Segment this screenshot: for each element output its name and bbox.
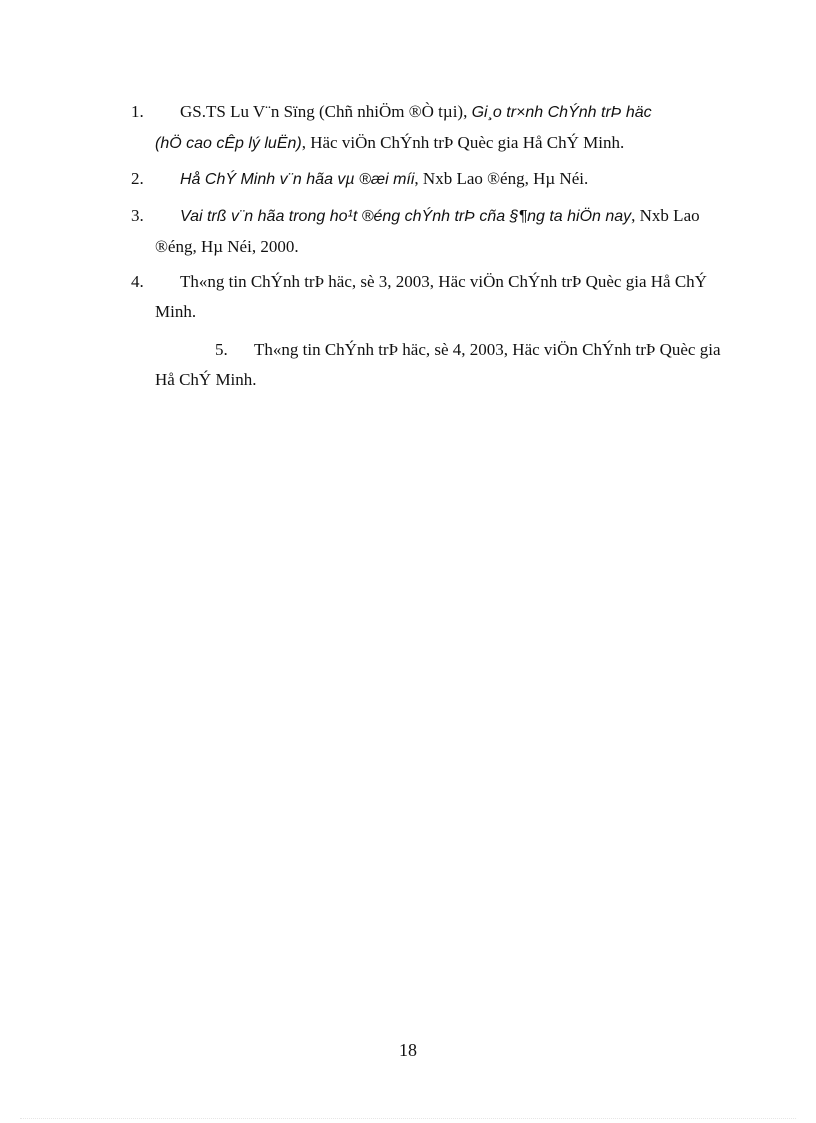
reference-number: 4.	[131, 272, 144, 291]
reference-title: Vai trß v¨n hãa trong ho¹t ®éng chÝnh trÞ cña §¶ng ta hiÖn nay	[180, 208, 632, 225]
reference-number: 3.	[131, 206, 144, 225]
reference-text: Th«ng tin ChÝnh trÞ häc, sè 4, 2003, Häc viÖn ChÝnh trÞ Quèc gia	[254, 340, 721, 359]
reference-text-continued: Hå ChÝ Minh.	[155, 370, 257, 389]
page-number: 18	[399, 1040, 417, 1060]
reference-item-3	[131, 201, 739, 262]
reference-item-4	[131, 267, 739, 327]
reference-title-continued: (hÖ cao cÊp lý luËn)	[155, 135, 302, 152]
reference-text: Th«ng tin ChÝnh trÞ häc, sè 3, 2003, Häc viÖn ChÝnh trÞ Quèc gia Hå ChÝ	[180, 272, 707, 291]
reference-title: Gi¸o tr×nh ChÝnh trÞ häc	[471, 104, 652, 121]
reference-author: GS.TS Lu V¨n Sïng (Chñ nhiÖm ®Ò tµi),	[180, 102, 472, 121]
reference-number: 5.	[215, 340, 228, 359]
page-bottom-divider	[20, 1118, 796, 1119]
reference-publisher-continued: ®éng, Hµ Néi, 2000.	[155, 237, 299, 256]
reference-publisher: , Nxb Lao	[631, 206, 700, 225]
reference-publisher: , Häc viÖn ChÝnh trÞ Quèc gia Hå ChÝ Minh.	[301, 133, 625, 152]
reference-number: 1.	[131, 102, 144, 121]
reference-title: Hå ChÝ Minh v¨n hãa vµ ®æi míi	[180, 171, 415, 188]
reference-number: 2.	[131, 169, 144, 188]
reference-text-continued: Minh.	[155, 302, 197, 321]
reference-item-2	[131, 164, 739, 195]
reference-item-1	[131, 97, 739, 159]
reference-publisher: , Nxb Lao ®éng, Hµ Néi.	[414, 169, 589, 188]
reference-item-5	[155, 335, 739, 395]
